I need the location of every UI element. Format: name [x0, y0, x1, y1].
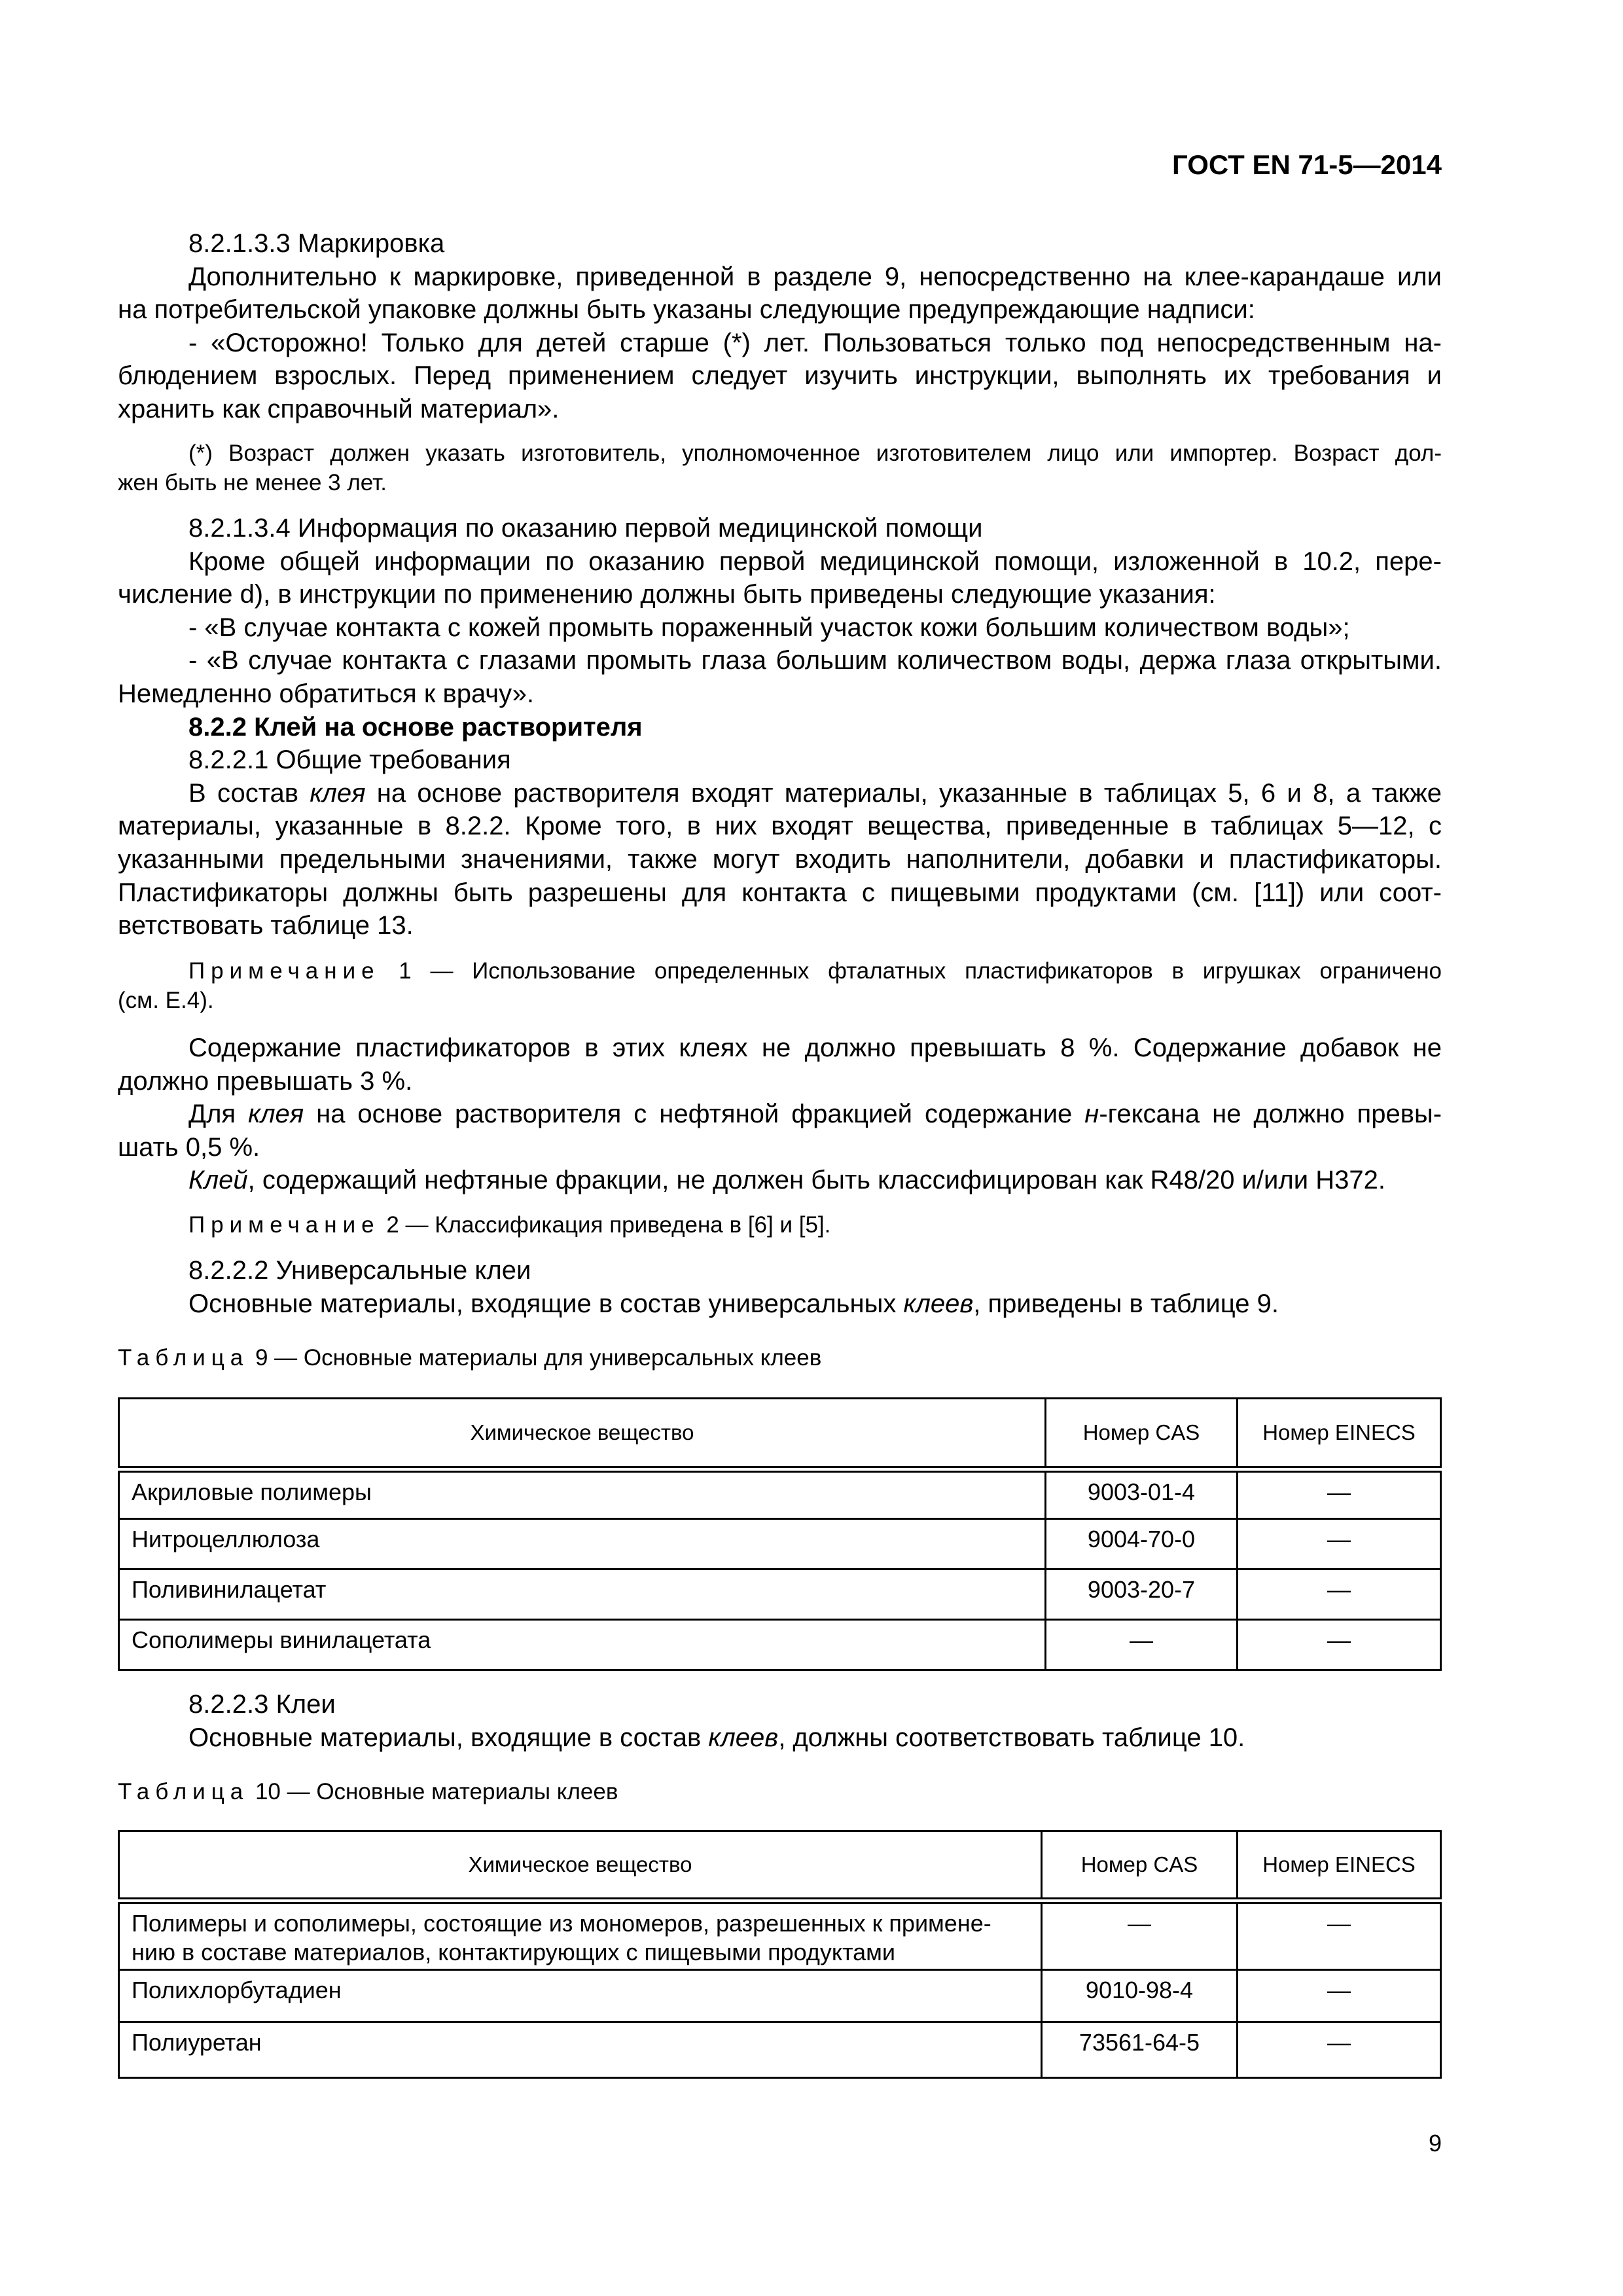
column-header-substance: Химическое вещество [119, 1831, 1042, 1901]
table-10 [118, 1830, 1442, 2079]
table-9 [118, 1397, 1442, 1671]
table-row [119, 2022, 1441, 2078]
cell-cas: — [1046, 1620, 1238, 1670]
text-segment: -гексана не должно превы- [1099, 1100, 1442, 1129]
text-line: должно превышать 3 %. [118, 1066, 413, 1096]
text-line: - «В случае контакта с кожей промыть пораженный участок кожи большим количеством воды»; [188, 613, 1350, 642]
text-segment: Основные материалы, входящие в состав [188, 1723, 709, 1752]
cell-einecs: — [1238, 1570, 1441, 1620]
text-line: 8.2.1.3.4 Информация по оказанию первой медицинской помощи [188, 514, 983, 543]
caption-label: Таблица [118, 1779, 249, 1804]
text-segment: , приведены в таблице 9. [973, 1289, 1279, 1318]
text-line: жен быть не менее 3 лет. [118, 470, 387, 495]
text-segment: 2 — Классификация приведена в [6] и [5]. [380, 1212, 831, 1238]
emphasized-text: клея [310, 778, 366, 808]
text-line [118, 1210, 1442, 1240]
cell-cas: — [1042, 1901, 1238, 1970]
page-number: 9 [1428, 2130, 1442, 2157]
column-header-substance: Химическое вещество [119, 1399, 1046, 1469]
text-line: - «Осторожно! Только для детей старше (*) лет. Пользоваться только под непосредственным на- [188, 328, 1442, 357]
caption-text: 9 — Основные материалы для универсальных клеев [249, 1345, 822, 1371]
cell-cas: 9004-70-0 [1046, 1519, 1238, 1570]
text-line [118, 1721, 1442, 1755]
cell-einecs: — [1238, 1970, 1441, 2022]
text-line: материалы, указанные в 8.2.2. Кроме того, в них входят вещества, приведенные в таблицах 5—12, с [118, 812, 1442, 841]
section-8-2-2-3 [118, 1688, 1442, 1754]
text-line: шать 0,5 %. [118, 1132, 260, 1162]
text-line [118, 1164, 1442, 1197]
text-segment: Примечание [188, 1212, 380, 1238]
table-9-caption [118, 1343, 821, 1372]
table-row [119, 1901, 1441, 1970]
text-line: - «В случае контакта с глазами промыть глаза большим количеством воды, держа глаза открытыми. [188, 646, 1442, 675]
text-line: ветствовать таблице 13. [118, 911, 414, 941]
cell-einecs: — [1238, 2022, 1441, 2078]
text-line: 8.2.2.3 Клеи [188, 1690, 336, 1719]
text-line [118, 956, 1442, 986]
table-10-caption [118, 1777, 618, 1806]
emphasized-text: Клей [188, 1166, 248, 1195]
text-segment: Основные материалы, входящие в состав универсальных [188, 1289, 904, 1318]
cell-einecs: — [1238, 1620, 1441, 1670]
caption-text: 10 — Основные материалы клеев [249, 1779, 618, 1804]
cell-substance: Полихлорбутадиен [119, 1970, 1042, 2022]
section-8-2-1-3-3 [118, 227, 1442, 426]
text-segment: на основе растворителя с нефтяной фракцией содержание [304, 1100, 1085, 1129]
cell-substance: Сополимеры винилацетата [119, 1620, 1046, 1670]
text-line: 8.2.2.1 Общие требования [188, 745, 511, 775]
text-line: Немедленно обратиться к врачу». [118, 679, 534, 708]
text-line: (*) Возраст должен указать изготовитель, уполномоченное изготовителем лицо или импортер. Возраст дол- [188, 440, 1442, 466]
emphasized-text: клеев [903, 1289, 974, 1318]
cell-einecs: — [1238, 1469, 1441, 1519]
text-line: 8.2.2 Клей на основе растворителя [188, 712, 643, 742]
cell-cas: 73561-64-5 [1042, 2022, 1238, 2078]
text-segment: Для [188, 1100, 249, 1129]
text-line: Дополнительно к маркировке, приведенной в разделе 9, непосредственно на клее-карандаше или [188, 262, 1442, 291]
text-line [118, 777, 1442, 810]
cell-cas: 9010-98-4 [1042, 1970, 1238, 2022]
cell-substance: Полимеры и сополимеры, состоящие из мономеров, разрешенных к примене-нию в составе материалов, контактирующих с пищевыми продуктами [119, 1901, 1042, 1970]
cell-substance: Поливинилацетат [119, 1570, 1046, 1620]
text-line: Пластификаторы должны быть разрешены для контакта с пищевыми продуктами (см. [11]) или соот- [118, 878, 1442, 907]
note-1 [118, 956, 1442, 1015]
cell-substance: Нитроцеллюлоза [119, 1519, 1046, 1570]
text-segment: В состав [188, 778, 310, 808]
plasticizer-paragraphs [118, 1031, 1442, 1197]
text-line: указанными предельными значениями, также могут входить наполнители, добавки и пластификаторы. [118, 844, 1442, 874]
text-segment: на основе растворителя входят материалы, указанные в таблицах 5, 6 и 8, а также [365, 778, 1442, 808]
note-2 [118, 1210, 1442, 1240]
text-segment: , должны соответствовать таблице 10. [778, 1723, 1245, 1752]
cell-cas: 9003-01-4 [1046, 1469, 1238, 1519]
text-line: хранить как справочный материал». [118, 394, 560, 423]
column-header-einecs: Номер EINECS [1238, 1399, 1441, 1469]
footnote-age [118, 439, 1442, 497]
text-line: на потребительской упаковке должны быть указаны следующие предупреждающие надписи: [118, 295, 1255, 325]
table-row [119, 1519, 1441, 1570]
text-line [118, 1287, 1442, 1321]
text-line: числение d), в инструкции по применению должны быть приведены следующие указания: [118, 580, 1216, 609]
cell-substance: Акриловые полимеры [119, 1469, 1046, 1519]
cell-einecs: — [1238, 1901, 1441, 1970]
table-row [119, 1620, 1441, 1670]
text-line: 8.2.2.2 Универсальные клеи [188, 1256, 531, 1285]
text-line: Содержание пластификаторов в этих клеях не должно превышать 8 %. Содержание добавок не [188, 1033, 1442, 1062]
caption-label: Таблица [118, 1345, 249, 1371]
emphasized-text: клеев [708, 1723, 779, 1752]
section-8-2-1-3-4-and-8-2-2 [118, 512, 1442, 942]
cell-substance: Полиуретан [119, 2022, 1042, 2078]
text-segment: 1 — Использование определенных фталатных пластификаторов в игрушках ограничено [380, 958, 1442, 984]
text-line [118, 1098, 1442, 1131]
text-line: блюдением взрослых. Перед применением следует изучить инструкции, выполнять их требования и [118, 361, 1442, 391]
text-line: (см. Е.4). [118, 988, 214, 1013]
text-line: Кроме общей информации по оказанию первой медицинской помощи, изложенной в 10.2, пере- [188, 547, 1442, 576]
text-segment: , содержащий нефтяные фракции, не должен быть классифицирован как R48/20 и/или H372. [247, 1166, 1385, 1195]
column-header-cas: Номер CAS [1042, 1831, 1238, 1901]
emphasized-text: н [1084, 1100, 1099, 1129]
text-line: 8.2.1.3.3 Маркировка [188, 229, 445, 258]
column-header-cas: Номер CAS [1046, 1399, 1238, 1469]
column-header-einecs: Номер EINECS [1238, 1831, 1441, 1901]
table-row [119, 1469, 1441, 1519]
emphasized-text: клея [248, 1100, 304, 1129]
cell-einecs: — [1238, 1519, 1441, 1570]
text-segment: Примечание [188, 958, 380, 984]
cell-cas: 9003-20-7 [1046, 1570, 1238, 1620]
section-8-2-2-2 [118, 1254, 1442, 1320]
table-row [119, 1970, 1441, 2022]
table-row [119, 1570, 1441, 1620]
document-header-id: ГОСТ EN 71-5—2014 [1171, 149, 1442, 180]
